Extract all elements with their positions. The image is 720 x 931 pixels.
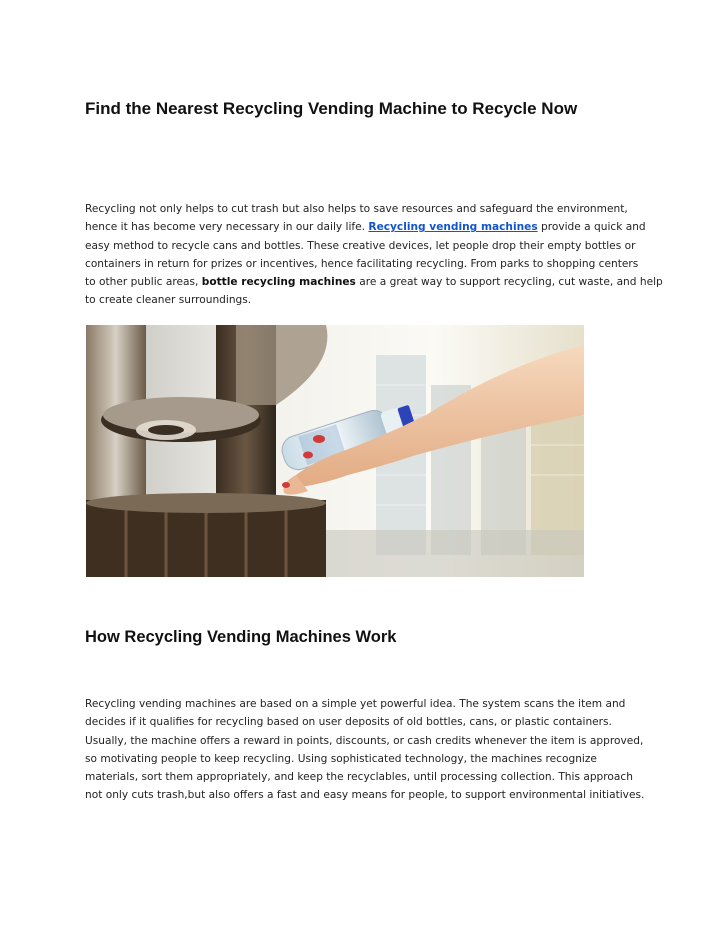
section-line-4: so motivating people to keep recycling. Using sophisticated technology, the machines recognize bbox=[85, 752, 597, 765]
recycling-photo bbox=[86, 325, 584, 577]
page-title: Find the Nearest Recycling Vending Machine to Recycle Now bbox=[85, 99, 578, 118]
section-line-5: materials, sort them appropriately, and keep the recyclables, until processing collection. This approach bbox=[85, 771, 633, 784]
intro-line-4: containers in return for prizes or incentives, hence facilitating recycling. From parks to shopping centers bbox=[85, 257, 639, 270]
photo-icon bbox=[86, 325, 584, 577]
section-line-1: Recycling vending machines are based on a simple yet powerful idea. The system scans the item and bbox=[85, 698, 626, 710]
intro-line-5-rest: are a great way to support recycling, cut waste, and help bbox=[359, 276, 663, 289]
intro-line-5 bbox=[85, 273, 663, 291]
intro-paragraph bbox=[85, 200, 663, 310]
intro-line-1: Recycling not only helps to cut trash but also helps to save resources and safeguard the environment, bbox=[85, 203, 628, 215]
section-line-6: not only cuts trash,but also offers a fast and easy means for people, to support environmental initiatives. bbox=[85, 789, 645, 802]
intro-line-5-text: to other public areas, bbox=[85, 276, 199, 289]
recycling-vending-machines-link[interactable]: Recycling vending machines bbox=[368, 221, 538, 234]
section-line-2: decides if it qualifies for recycling based on user deposits of old bottles, cans, or plastic containers. bbox=[85, 716, 612, 729]
section-paragraph bbox=[85, 695, 645, 805]
intro-line-6: to create cleaner surroundings. bbox=[85, 294, 252, 307]
intro-line-2-rest: provide a quick and bbox=[541, 221, 646, 234]
section-line-3: Usually, the machine offers a reward in points, discounts, or cash credits whenever the item is approved, bbox=[85, 734, 644, 747]
intro-line-2-text: hence it has become very necessary in our daily life. bbox=[85, 221, 366, 234]
section-heading: How Recycling Vending Machines Work bbox=[85, 628, 397, 646]
intro-line-3: easy method to recycle cans and bottles. These creative devices, let people drop their empty bottles or bbox=[85, 239, 636, 252]
intro-line-2 bbox=[85, 218, 645, 236]
bottle-recycling-machines-bold: bottle recycling machines bbox=[201, 276, 356, 289]
